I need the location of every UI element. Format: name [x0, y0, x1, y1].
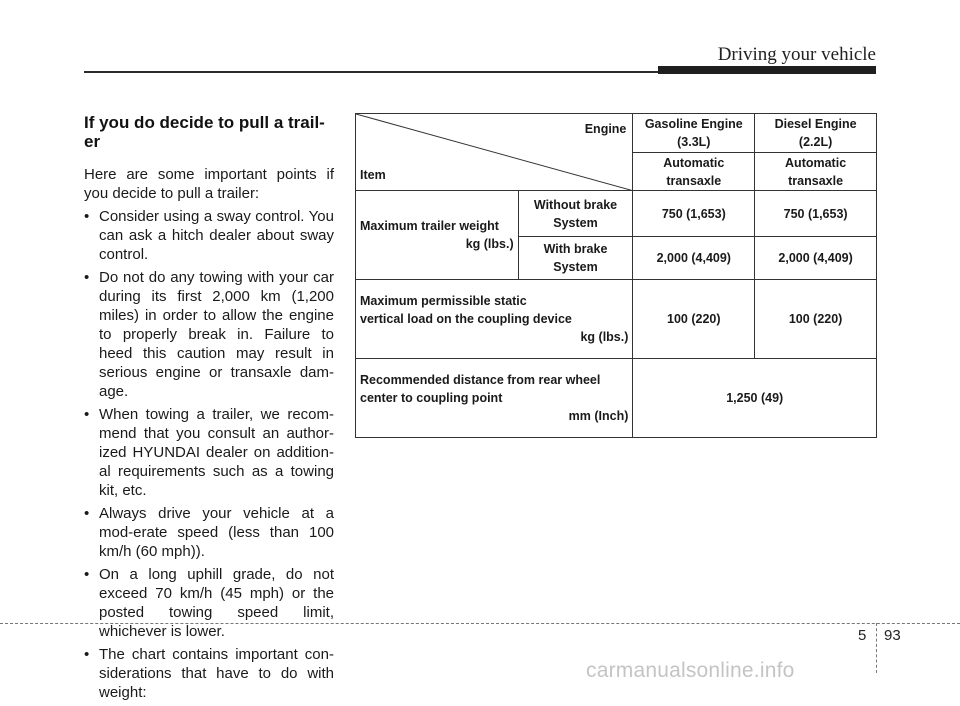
list-item: • When towing a trailer, we recom-mend that you consult an author-ized HYUNDAI dealer on addition-al requirements such as a towing kit, etc. [84, 406, 334, 499]
bullet-list [84, 207, 334, 702]
header-rule-bar [658, 66, 876, 74]
bullet-icon: • [84, 208, 90, 225]
section-title: If you do decide to pull a trail-er [84, 113, 325, 151]
list-item: • Do not do any towing with your car during its first 2,000 km (1,200 miles) in order to allow the engine to properly break in. Failure to heed this caution may result in serious engine or transaxle dam-age. [84, 269, 334, 400]
value-static-load-diesel: 100 (220) [755, 280, 877, 359]
list-item: • The chart contains important con-siderations that have to do with weight: [84, 646, 334, 701]
sub-label-with-brake: With brake System [518, 237, 633, 280]
watermark-text: carmanualsonline.info [586, 659, 795, 682]
sub-label-without-brake: Without brake System [518, 191, 633, 237]
towing-guidance-column [84, 113, 334, 706]
bullet-icon: • [84, 646, 90, 663]
intro-paragraph: Here are some important points if you decide to pull a trailer: [84, 166, 334, 202]
bullet-icon: • [84, 566, 90, 583]
value-without-brake-gasoline: 750 (1,653) [633, 191, 755, 237]
header-gasoline-engine: Gasoline Engine (3.3L) [633, 114, 755, 153]
header-transaxle-gasoline: Automatic transaxle [633, 153, 755, 191]
table-corner-cell [356, 114, 633, 191]
footer-dashed-rule [0, 623, 960, 624]
header-diesel-engine: Diesel Engine (2.2L) [755, 114, 877, 153]
list-item: • Consider using a sway control. You can ask a hitch dealer about sway control. [84, 208, 334, 263]
footer-page-divider [876, 623, 877, 673]
page-number: 93 [884, 627, 901, 644]
value-without-brake-diesel: 750 (1,653) [755, 191, 877, 237]
value-coupling-distance: 1,250 (49) [633, 359, 877, 438]
trailer-spec-table [355, 113, 877, 438]
header-transaxle-diesel: Automatic transaxle [755, 153, 877, 191]
row-label-max-trailer-weight: Maximum trailer weight kg (lbs.) [356, 191, 519, 280]
chapter-header-title: Driving your vehicle [717, 44, 876, 65]
row-label-static-vertical-load: Maximum permissible static vertical load on the coupling device kg (lbs.) [356, 280, 633, 359]
bullet-icon: • [84, 505, 90, 522]
header-rule [84, 71, 660, 73]
list-item: • Always drive your vehicle at a mod-erate speed (less than 100 km/h (60 mph)). [84, 505, 334, 560]
list-item: • On a long uphill grade, do not exceed 70 km/h (45 mph) or the posted towing speed limit, whichever is lower. [84, 566, 334, 640]
bullet-icon: • [84, 406, 90, 423]
value-static-load-gasoline: 100 (220) [633, 280, 755, 359]
row-label-coupling-distance: Recommended distance from rear wheel center to coupling point mm (Inch) [356, 359, 633, 438]
bullet-icon: • [84, 269, 90, 286]
corner-label-item: Item [360, 168, 386, 182]
corner-label-engine: Engine [584, 122, 627, 136]
value-with-brake-diesel: 2,000 (4,409) [755, 237, 877, 280]
value-with-brake-gasoline: 2,000 (4,409) [633, 237, 755, 280]
chapter-number: 5 [858, 627, 867, 644]
